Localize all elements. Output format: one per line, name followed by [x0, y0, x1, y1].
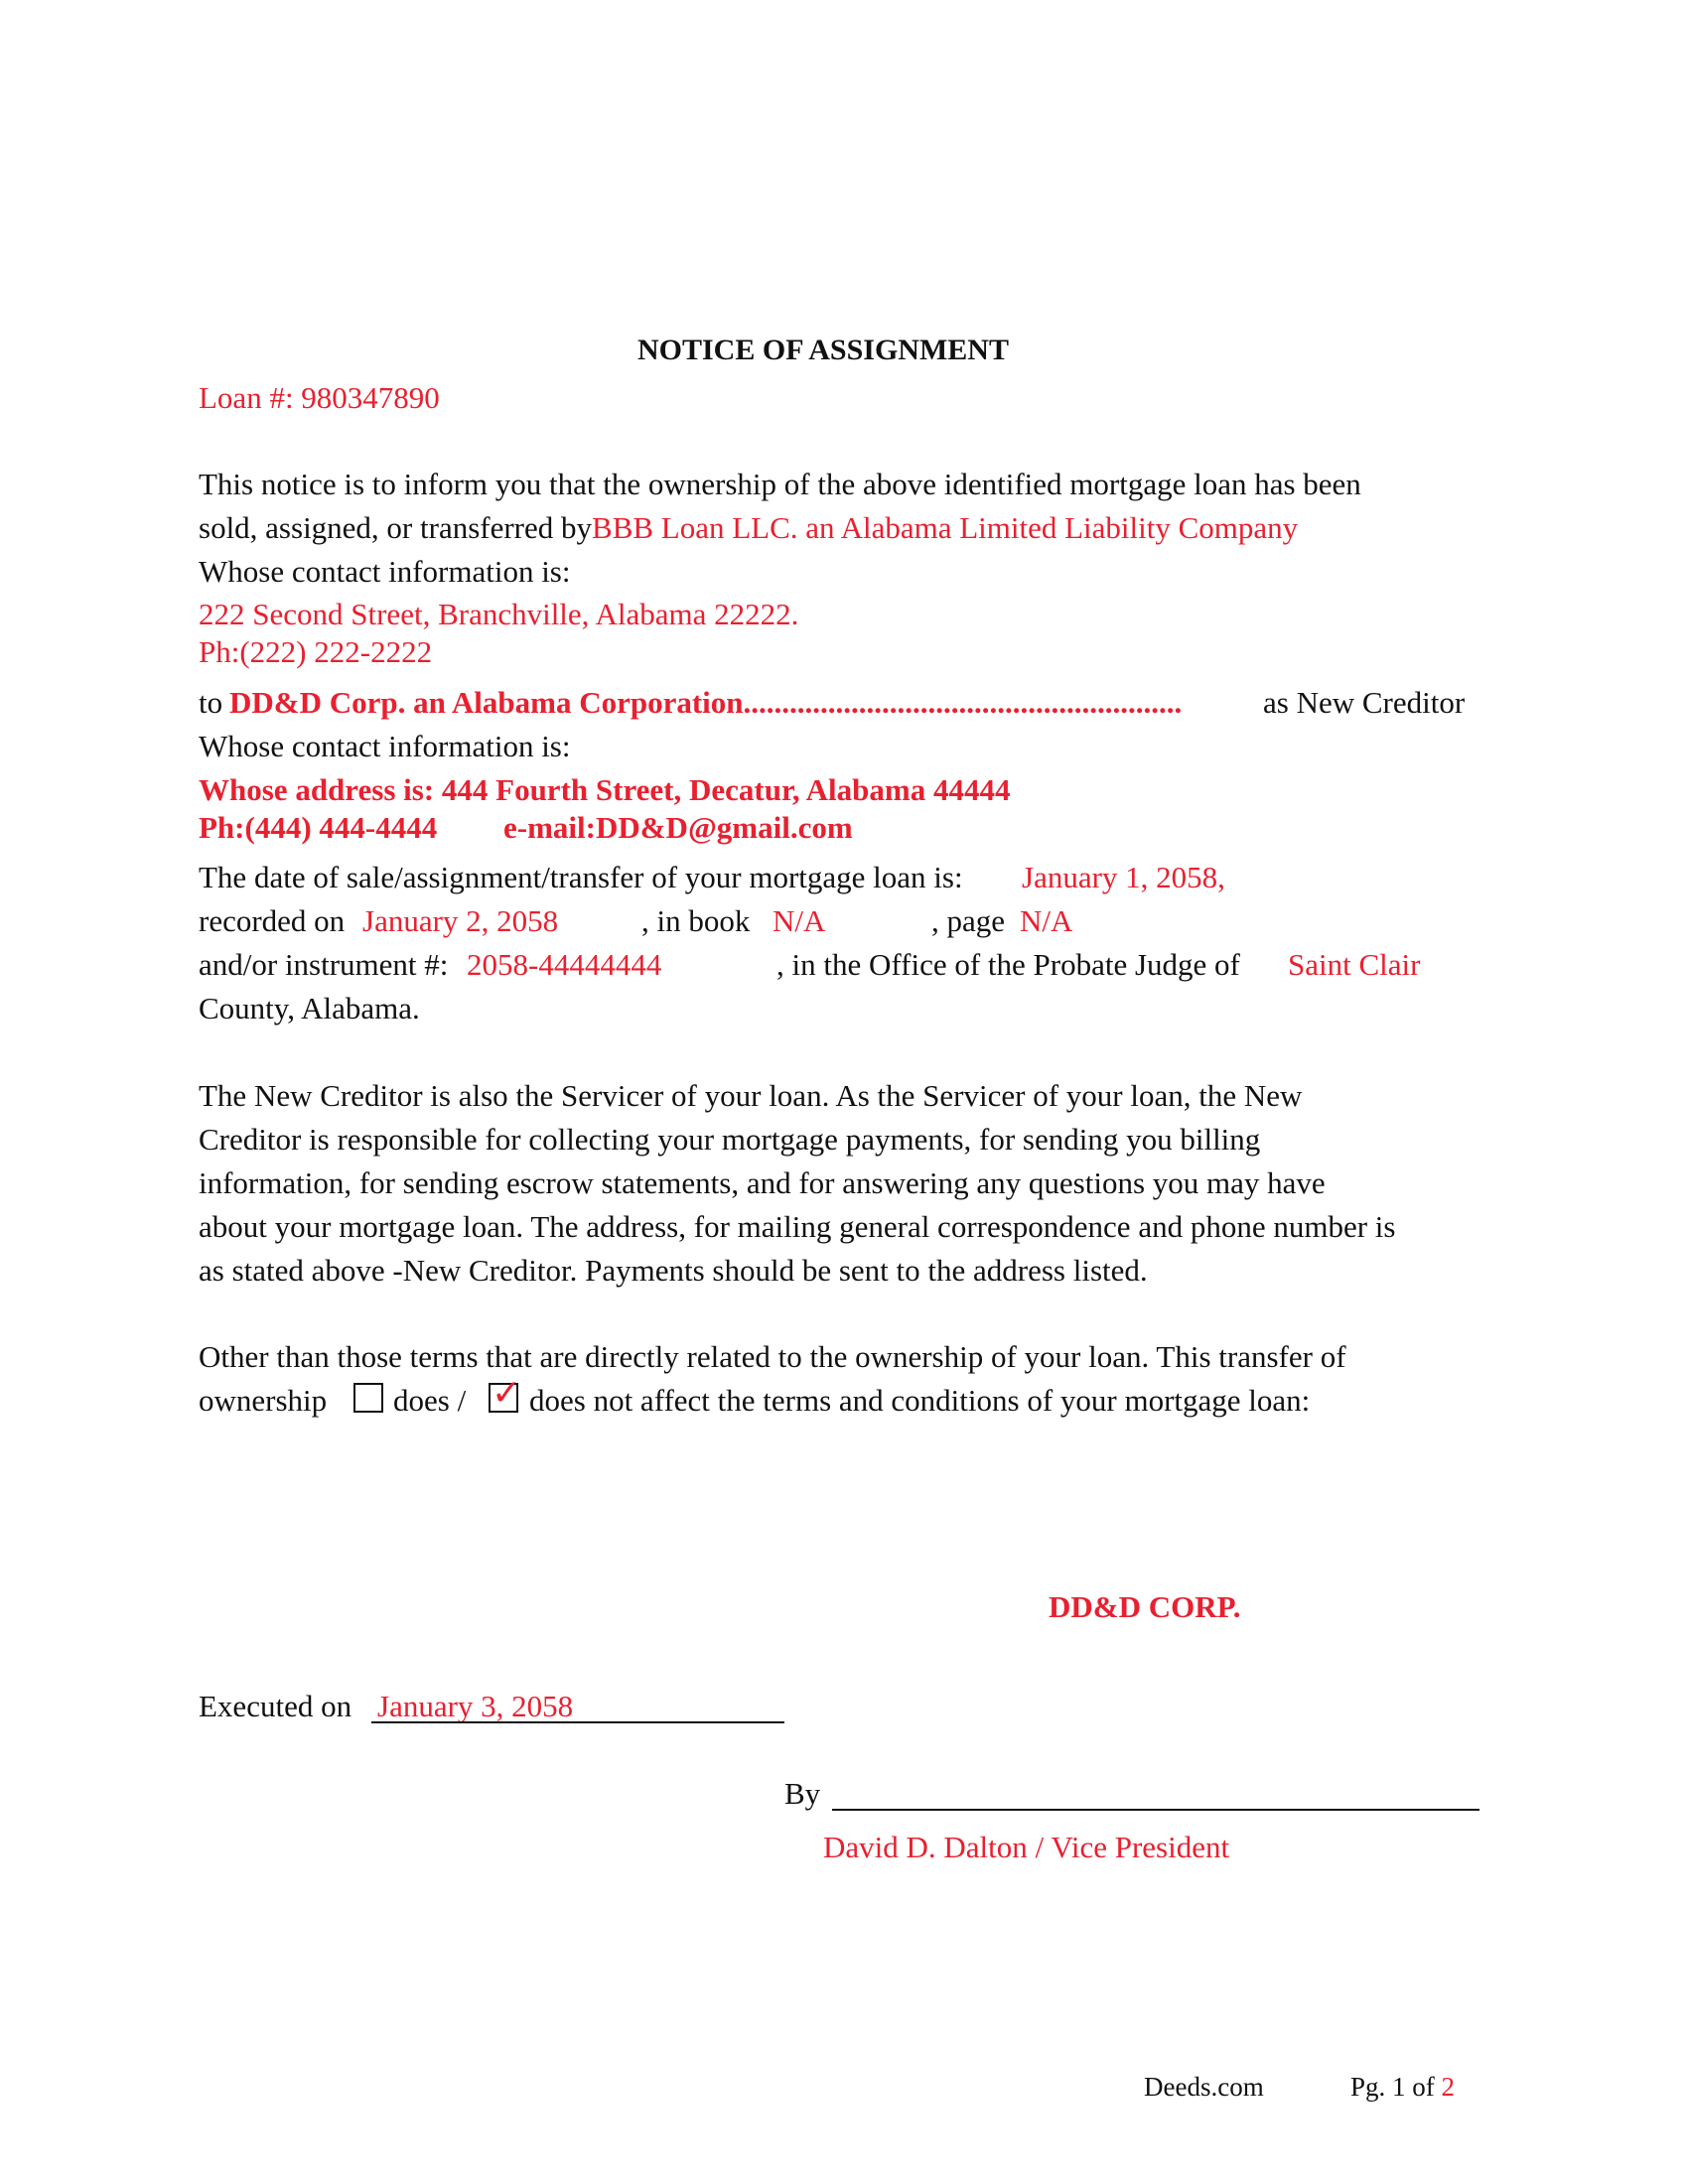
executed-label: Executed on [199, 1689, 352, 1723]
company-signature: DD&D CORP. [1049, 1589, 1241, 1624]
assignee-phone: Ph:(444) 444-4444 [199, 810, 438, 845]
intro-prefix: sold, assigned, or transferred by [199, 510, 593, 545]
does-not-checkbox[interactable] [489, 1373, 522, 1414]
new-creditor-label: as New Creditor [1263, 685, 1466, 720]
executed-date: January 3, 2058 [377, 1689, 574, 1723]
instrument-value: 2058-44444444 [467, 947, 662, 982]
intro-line-1: This notice is to inform you that the ownership of the above identified mortgage loan has been [199, 467, 1361, 501]
servicer-line-3: information, for sending escrow statements, and for answering any questions you may have [199, 1165, 1326, 1200]
footer-page-prefix: Pg. 1 of [1350, 2072, 1435, 2102]
contact-label: Whose contact information is: [199, 554, 571, 589]
does-checkbox[interactable] [353, 1383, 383, 1413]
terms-does-not: does not affect the terms and conditions of your mortgage loan: [529, 1383, 1311, 1418]
assignor-name: BBB Loan LLC. an Alabama Limited Liability Company [592, 510, 1299, 545]
servicer-line-4: about your mortgage loan. The address, for mailing general correspondence and phone number is [199, 1209, 1396, 1244]
county-suffix: County, Alabama. [199, 991, 420, 1025]
terms-does: does / [393, 1383, 467, 1418]
recorded-label: recorded on [199, 903, 346, 938]
assignee-address: Whose address is: 444 Fourth Street, Decatur, Alabama 44444 [199, 772, 1011, 807]
page-value: N/A [1020, 903, 1073, 938]
loan-number: Loan #: 980347890 [199, 380, 440, 415]
county-value: Saint Clair [1288, 947, 1421, 982]
assignor-phone: Ph:(222) 222-2222 [199, 634, 433, 669]
contact-label-2: Whose contact information is: [199, 729, 571, 763]
assignee-email: e-mail:DD&D@gmail.com [503, 810, 853, 845]
terms-line-1: Other than those terms that are directly related to the ownership of your loan. This transfer of [199, 1339, 1346, 1374]
book-label: , in book [641, 903, 751, 938]
signer-name: David D. Dalton / Vice President [823, 1830, 1230, 1864]
intro-line-2 [199, 512, 1298, 543]
signature-line[interactable] [832, 1809, 1479, 1811]
to-prefix: to [199, 685, 223, 720]
servicer-line-2: Creditor is responsible for collecting your mortgage payments, for sending you billing [199, 1122, 1261, 1157]
instrument-label: and/or instrument #: [199, 947, 449, 982]
checkmark-icon: ✓ [492, 1373, 522, 1414]
footer-page-total: 2 [1441, 2072, 1456, 2102]
assignee-name: DD&D Corp. an Alabama Corporation......................................................... [229, 685, 1183, 720]
footer-site: Deeds.com [1144, 2072, 1264, 2102]
recorded-date: January 2, 2058 [362, 903, 559, 938]
terms-ownership: ownership [199, 1383, 328, 1418]
office-label: , in the Office of the Probate Judge of [776, 947, 1240, 982]
document-title: NOTICE OF ASSIGNMENT [637, 334, 1009, 366]
sale-date-label: The date of sale/assignment/transfer of your mortgage loan is: [199, 860, 963, 894]
book-value: N/A [773, 903, 826, 938]
servicer-line-5: as stated above -New Creditor. Payments should be sent to the address listed. [199, 1253, 1148, 1288]
sale-date: January 1, 2058, [1022, 860, 1225, 894]
assignor-address: 222 Second Street, Branchville, Alabama 22222. [199, 597, 799, 631]
footer-page [1350, 2074, 1455, 2101]
by-label: By [784, 1776, 821, 1811]
executed-signature-line [371, 1721, 784, 1723]
servicer-line-1: The New Creditor is also the Servicer of your loan. As the Servicer of your loan, the New [199, 1078, 1303, 1113]
page-label: , page [931, 903, 1006, 938]
